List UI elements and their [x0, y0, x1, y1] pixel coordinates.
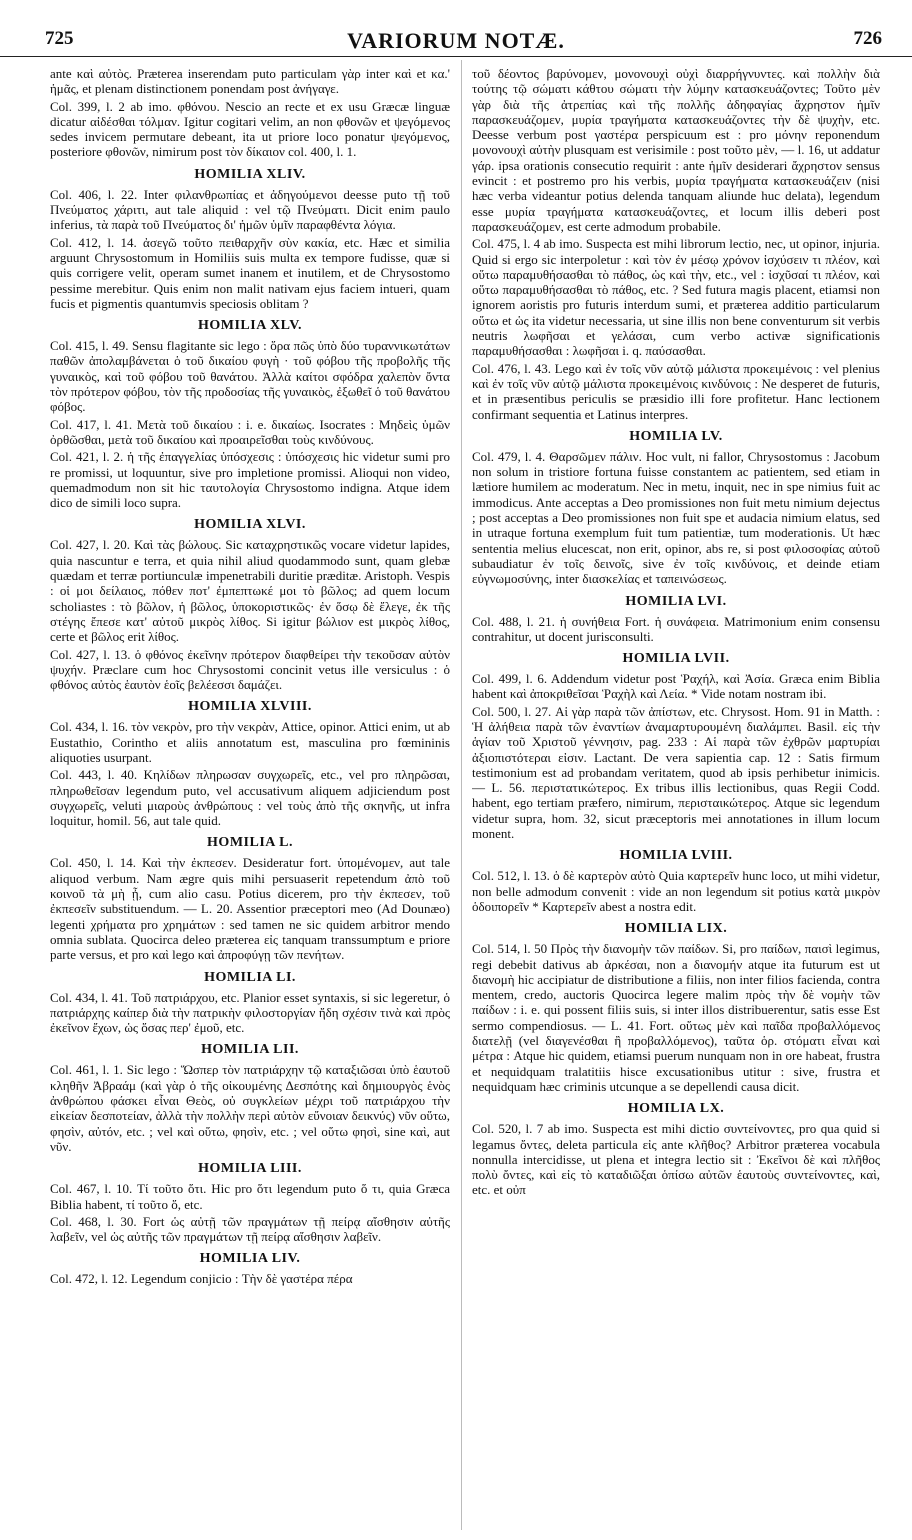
note-paragraph: Col. 461, l. 1. Sic lego : Ὥσπερ τὸν πατριάρχην τῷ καταξιῶσαι ὑπὸ ἑαυτοῦ κληθῆν Ἀβραάμ (καὶ γὰρ ὁ τῆς οἰκουμένης Δεσπότης καὶ δημιουργὸς ἑνὸς ἀνθρώπου φάσκει εἶναι Θεὸς, οὐ συγκλείων μέχρι τοῦ πατριάρχου τὴν εἰκείαν δεσποτείαν, ἀλλὰ τὴν πολλὴν περὶ αὐτὸν εὔνοιαν δεικνύς) νῦν οὕτω, φησὶν, αὐτόν, etc. ; vel καὶ οὕτω, φησὶν, etc. ; vel οὕτω φησὶ, sine καὶ, aut νῦν. [50, 1062, 450, 1154]
homily-heading: HOMILIA XLVIII. [188, 699, 312, 715]
note-paragraph: Col. 499, l. 6. Addendum videtur post Ῥαχήλ, καὶ Ἀσία. Græca enim Biblia habent καὶ ἀποκριθεῖσαι Ῥαχὴλ καὶ Λεία. * Vide notam nostram ibi. [472, 671, 880, 702]
homily-heading: HOMILIA LX. [627, 1101, 725, 1117]
note-paragraph: Col. 479, l. 4. Θαρσῶμεν πάλιν. Hoc vult, ni fallor, Chrysostomus : Jacobum non solum in tristiore fortuna fuisse constantem ac patientem, sed etiam in lætiore humilem ac moderatum. Nec in metu, inquit, nec in spe nimius fuit ac immodicus. Ante acceptas a Deo promissiones non fuit metu nimium dejectus ; post acceptas a Deo promissiones non fuit spe et audacia nimium elatus, sed in utraque fortuna exemplum fuit tum patientiæ, tum moderationis. Ut hæc sententia melius elucescat, non erit, opinor, abs re, si post φιλοσοφίας αὐτοῦ subaudiatur ἐν τοῖς δεινοῖς, sive ἐν τοῖς κινδύνοις, et deinde etiam εὐγνωμοσύνης, inter διασκελίας et ταπεινώσεως. [472, 448, 880, 587]
homily-heading: HOMILIA LVII. [622, 651, 730, 667]
homily-heading: HOMILIA LIX. [624, 921, 728, 937]
note-paragraph: Col. 412, l. 14. ἀσεγῶ τοῦτο πειθαρχῆν σὺν κακία, etc. Hæc et similia arguunt Chrysostomum in Homiliis suis multa ex tempore fudisse, quæ si quis corrigere velit, operam sumet inanem et inutilem, et de Chrysostomo pessime merebitur. Quis enim non malit nativam ejus faciem intueri, quam fucis et pigmentis quantumvis speciosis oblitam ? [50, 234, 450, 311]
note-paragraph: Col. 475, l. 4 ab imo. Suspecta est mihi librorum lectio, nec, ut opinor, injuria. Quid si ergo sic interpoletur : καὶ τὸν ἐν μέσῳ χρόνον ἰσχύσειν τι πλέον, καὶ οὕτω παραμυθήσασθαι τὸ πάθος, ὡς καὶ τὴν, etc., vel : ἰσχῦσαί τι πλέον, καὶ οὕτω παραμυθήσασθαι τὸ πάθος, etc. ? Sed futura magis placent, etiamsi non ignorem aoristis pro futuris interdum sumi, et præterea additio particularum οὕτω et ὡς ita videtur necessaria, ut sine illis non bene conventurum sit verbis neutris λωφῆσαι et γελάσαι, cum verbo activæ significationis παραμυθήσασθαι : λωφῆσαι i. q. παύσασθαι. [472, 236, 880, 359]
note-paragraph: Col. 472, l. 12. Legendum conjicio : Τὴν δὲ γαστέρα πέρα [50, 1271, 353, 1287]
homily-heading: HOMILIA LV. [629, 428, 723, 444]
homily-heading: HOMILIA XLV. [197, 318, 303, 334]
left-column [50, 66, 450, 1530]
note-paragraph: Col. 434, l. 16. τὸν νεκρὸν, pro τὴν νεκρὰν, Attice, opinor. Attici enim, ut ab Eustathio, Corintho et aliis annotatum est, masculina pro fœmininis aliquoties usurpant. [50, 719, 450, 765]
note-paragraph: Col. 406, l. 22. Inter φιλανθρωπίας et ἀδηγούμενοι deesse puto τῇ τοῦ Πνεύματος χάριτι, aut tale aliquid : vel τῷ Πνεύματι. Dicit enim paulo inferius, τὰ παρὰ τοῦ Πνεύματος δι' ἡμῶν ὑμῖν παραφθέντα λόγια. [50, 186, 450, 233]
homily-heading: HOMILIA LVIII. [619, 848, 733, 864]
page-number-left: 725 [45, 28, 74, 49]
right-column [472, 66, 880, 1530]
note-paragraph: Col. 467, l. 10. Τί τοῦτο ὅτι. Hic pro ὅτι legendum puto ὅ τι, quia Græca Biblia habent, τί τοῦτο ὅ, etc. [50, 1181, 450, 1212]
note-paragraph: Col. 450, l. 14. Καὶ τὴν ἐκπεσεν. Desideratur fort. ὑπομένομεν, aut tale aliquod verbum. Nam ægre quis mihi persuaserit repetendum ἀπὸ τοῦ κοινοῦ τὰ μὴ ᾖ, cum alio casu. Potius dicerem, pro τὴν ἐκπεσεν, τοῦ ἐκπεσεῖν substituendum. — L. 20. Assentior præceptori meo (Ad Dounæo) legenti χρήματα pro χρημάτων : sed tamen ne sic quidem arbitror mendo omnia sublata. Quocirca deleo præterea εἰς tanquam transsumptum e priore parte versus, et pro καὶ lego καὶ ἀπροφύγῃ τῶν πενήτων. [50, 855, 450, 963]
column-divider [461, 60, 462, 1530]
page-header [0, 0, 912, 57]
homily-heading: HOMILIA LI. [204, 969, 296, 985]
note-paragraph: Col. 427, l. 20. Καὶ τὰς βώλους. Sic καταχρηστικῶς vocare videtur lapides, quia nascuntur e terra, et quia nihil aliud quodammodo sunt, quam glebæ quædam et terræ portiunculæ impenetrabili duritie præditæ. Aristoph. Vespis : οἱ μοι δείλαιος, πόθεν ποτ' ἐμπεπτωκέ μοι τὸ βῶλος; ad quem locum scholiastes : τὸ βῶλον, ἡ βῶλος, ὑποκοριστικῶς· ἐν ὅσῳ δὲ ἔλεγε, ἐκ τῆς στέγης ἔπεσε κατ' αὐτοῦ μικρὸς λίθος. Si igitur βώλιον est μικρὸς λίθος, certe et βῶλος erit λίθος. [50, 537, 450, 645]
note-paragraph: Col. 500, l. 27. Αἱ γὰρ παρὰ τῶν ἀπίστων, etc. Chrysost. Hom. 91 in Matth. : Ἡ ἀλήθεια παρὰ τῶν ἐναντίων ἀναμαρτυρουμένη διαλάμπει. Basil. εἰς τὴν ἁγίαν τοῦ Χριστοῦ γέννησιν, pag. 233 : Αἱ παρὰ τῶν ἐχθρῶν μαρτυρίαι ἀξιοπιστότεραι εἰσιν. Lactant. De vera sapientia cap. 12 : Satis firmum testimonium est ad probandam veritatem, quod ab ipsis perhibetur inimicis. — L. 56. περιστατικώτερος. Ex tribus illis lectionibus, quas Regii Codd. habent, ego tertiam præfero, nimirum, περισταικώτερος. Atque sic legendum videtur supra, hom. 32, sicut præceptoris mei annotationes in illum locum monent. [472, 703, 880, 842]
note-paragraph: ante καὶ αὐτὸς. Præterea inserendam puto particulam γὰρ inter καὶ et κα.' ἡμᾶς, et plenam distinctionem ponendam post ἀνήγαγε. [50, 66, 450, 97]
note-paragraph: Col. 520, l. 7 ab imo. Suspecta est mihi dictio συντείνοντες, pro qua quid si legamus ὄντες, deleta particula εἰς ante κλῆθος? Arbitror præterea vocabula nonnulla intercidisse, ut plena et integra lectio sit : Ἐκεῖνοι δὲ καὶ πλῆθος πολὺ ὄντες, καὶ εἰς τὸ καταδιῶξαι ὁπίσω αὐτῶν ἑαυτοὺς συντείνοντες, καὶ, etc. et οὐπ [472, 1121, 880, 1198]
note-paragraph: Col. 399, l. 2 ab imo. φθόνου. Nescio an recte et ex usu Græcæ linguæ dicatur αἰδέσθαι τόλμαν. Igitur cogitari velim, an non φθονῶν et ψεγόμενος sedes invicem permutare debeant, ita ut priore loco ponatur ψεγόμενος, posteriore φθονῶν, nimirum post τὸν δίκαιον col. 400, l. 1. [50, 98, 450, 160]
note-paragraph: Col. 427, l. 13. ὁ φθόνος ἐκεῖνην πρότερον διαφθείρει τὴν τεκοῦσαν αὐτὸν ψυχήν. Præclare cum hoc Chrysostomi concinit vetus ille versiculus : ὁ φθόνος αὐτὸς ἑαυτὸν ἑοῖς βελέεσσι δαμάζει. [50, 646, 450, 693]
note-paragraph: Col. 434, l. 41. Τοῦ πατριάρχου, etc. Planior esset syntaxis, si sic legeretur, ὁ πατριάρχης καίπερ διὰ τὴν πατρικὴν φιλοστοργίαν ἤδη σχέσιν τινὰ καὶ πρὸς ἐκεῖνον ἔχων, ὡς ὅσας περ' ἐμοῦ, etc. [50, 989, 450, 1036]
homily-heading: HOMILIA LVI. [625, 593, 727, 609]
homily-heading: HOMILIA XLIV. [194, 166, 306, 182]
note-paragraph: τοῦ δέοντος βαρύνομεν, μονονουχὶ οὐχὶ διαρρήγνυντες. καὶ πολλὴν διὰ τούτης τῷ σώματι κάθτου σώματι τὴν λύμην κατασκευάζοντες; Τοῦτο μὲν γὰρ διὰ τῆς ἀτρεπίας καὶ τῆς πολλῆς ἀδηφαγίας ἄχρηστον ἡμῖν παρασκευάζομεν, μυρία τραγήματα κατασκευάζοντες τὴν δὲ ψυχὴν, etc. Deesse verbum post γαστέρα perspicuum est : pro μόνην reponendum μονονουχὶ αὐτὴν plusquam est verisimile : post τοῦτο μὲν, — l. 16, ut addatur γάρ. ipsa orationis consecutio requirit : ante ἡμῖν desiderari ἄχρηστον sensus evincit : et postremo pro his verbis, μυρία τραγήματα κατασκευάζειν (nisi hæc verba videantur potius delenda tanquam aliunde huc delata), legendum esse μυρία τραγήματα κατασκευάζοντες, et locum illis deberi post παρασκευάζομεν, est certe admodum probabile. [472, 66, 880, 234]
note-paragraph: Col. 512, l. 13. ὁ δὲ καρτερὸν αὐτὸ Quia καρτερεῖν hunc loco, ut mihi videtur, non belle admodum convenit : vide an non legendum sit potius κατὰ μικρὸν ὁδοιπορεῖν * Καρτερεῖν abest a nostra edit. [472, 868, 880, 914]
note-paragraph: Col. 417, l. 41. Μετὰ τοῦ δικαίου : i. e. δικαίως. Isocrates : Μηδεὶς ὑμῶν ὀρθῶσθαι, μετὰ τοῦ δικαίου καὶ προαιρεῖσθαι τοὺς κινδύνους. [50, 416, 450, 447]
running-title: VARIORUM NOTÆ. [347, 28, 565, 53]
homily-heading: HOMILIA L. [207, 835, 293, 851]
note-paragraph: Col. 476, l. 43. Lego καὶ ἐν τοῖς νῦν αὐτῷ μάλιστα προκειμένοις : vel plenius καὶ ἐν τοῖς νῦν αὐτῷ μάλιστα προκειμένοις κινδύνοις : Ne desperet de futuris, et in præsentibus periculis se præsidio illi fore profitetur. Hanc lectionem confirmant sequentia et Latinus interpres. [472, 360, 880, 422]
note-paragraph: Col. 421, l. 2. ἡ τῆς ἐπαγγελίας ὑπόσχεσις : ὑπόσχεσις hic videtur sumi pro re promissi, ut loquuntur, sive pro impletione promissi. Alioqui non video, quemadmodum non sit hic ταυτολογία Chrysostomo indigna. Atque idem dico de simili loco supra. [50, 449, 450, 511]
homily-heading: HOMILIA XLVI. [194, 517, 306, 533]
note-paragraph: Col. 514, l. 50 Πρὸς τὴν διανομὴν τῶν παίδων. Si, pro παίδων, παισὶ legimus, regi debebit dativus ab ἀρκέσαι, non a διανομήν atque ita futurum est ut διανομὴ hic accipiatur de distributione a filiis, non inter filios facienda, contra mentem, credo, auctoris Quocirca legere malim πρὸς τὴν δὲ νομὴν τῶν παίδων : i. e. qui possent filiis suis, si inter illos distribuerentur, satis esse Est sermo compendiosus. — L. 41. Fort. οὕτως μὲν καὶ παῖδα προβαλλόμενος διατελῇ (vel διαγενέσθαι ἢ προβαλλόμενος), ταῦτα ὁρ. στόματι εἶναι καὶ μέτρα : Atque hic quidem, etiamsi puerum nunquam non in ore habeat, frustra et nequidquam tralatitiis hisce excusationibus utitur : sive, frustra et nequidquam hæc criminis utcunque a se depellendi causa dicit. [472, 941, 880, 1094]
homily-heading: HOMILIA LIII. [198, 1161, 302, 1177]
note-paragraph: Col. 468, l. 30. Fort ὡς αὐτῇ τῶν πραγμάτων τῇ πείρᾳ αἴσθησιν αὐτῆς λαβεῖν, vel ὡς αὐτῆς τῶν πραγμάτων τῇ πείρᾳ αἴσθησιν λαβεῖν. [50, 1213, 450, 1245]
homily-heading: HOMILIA LII. [201, 1042, 299, 1058]
note-paragraph: Col. 488, l. 21. ἡ συνήθεια Fort. ἡ συνάφεια. Matrimonium enim consensu contrahitur, ut docent jurisconsulti. [472, 613, 880, 644]
note-paragraph: Col. 415, l. 49. Sensu flagitante sic lego : ὅρα πῶς ὑπὸ δύο τυραννικωτάτων παθῶν ἀπολαμβάνεται ὁ τοῦ δικαίου φυγὴ · τοῦ φόβου τῆς προβολῆς τῆς γυναικὸς, καὶ τοῦ φόβου τοῦ θανάτου. Ἀλλὰ καίτοι σφόδρα χαλεπὸν ὄντα τὸν πρότερον φόβου, τὸν τῆς προδοσίας τῆς γυναικὸς, ἐξωθεῖ ὁ τοῦ θανάτου φόβος. [50, 338, 450, 415]
note-paragraph: Col. 443, l. 40. Κηλίδων πληρωσαν συγχωρεῖς, etc., vel pro πληρῶσαι, πληρωθεῖσαν legendum puto, vel accusativum aliquem adjiciendum post συγχωρεῖς, veluti μιαροὺς ἀνθρώπους : vel τοὺς ἀπὸ τῆς σκηνῆς, ut infra loquitur, homil. 56, aut tale quid. [50, 767, 450, 829]
page-number-right: 726 [853, 28, 882, 49]
homily-heading: HOMILIA LIV. [199, 1251, 301, 1267]
